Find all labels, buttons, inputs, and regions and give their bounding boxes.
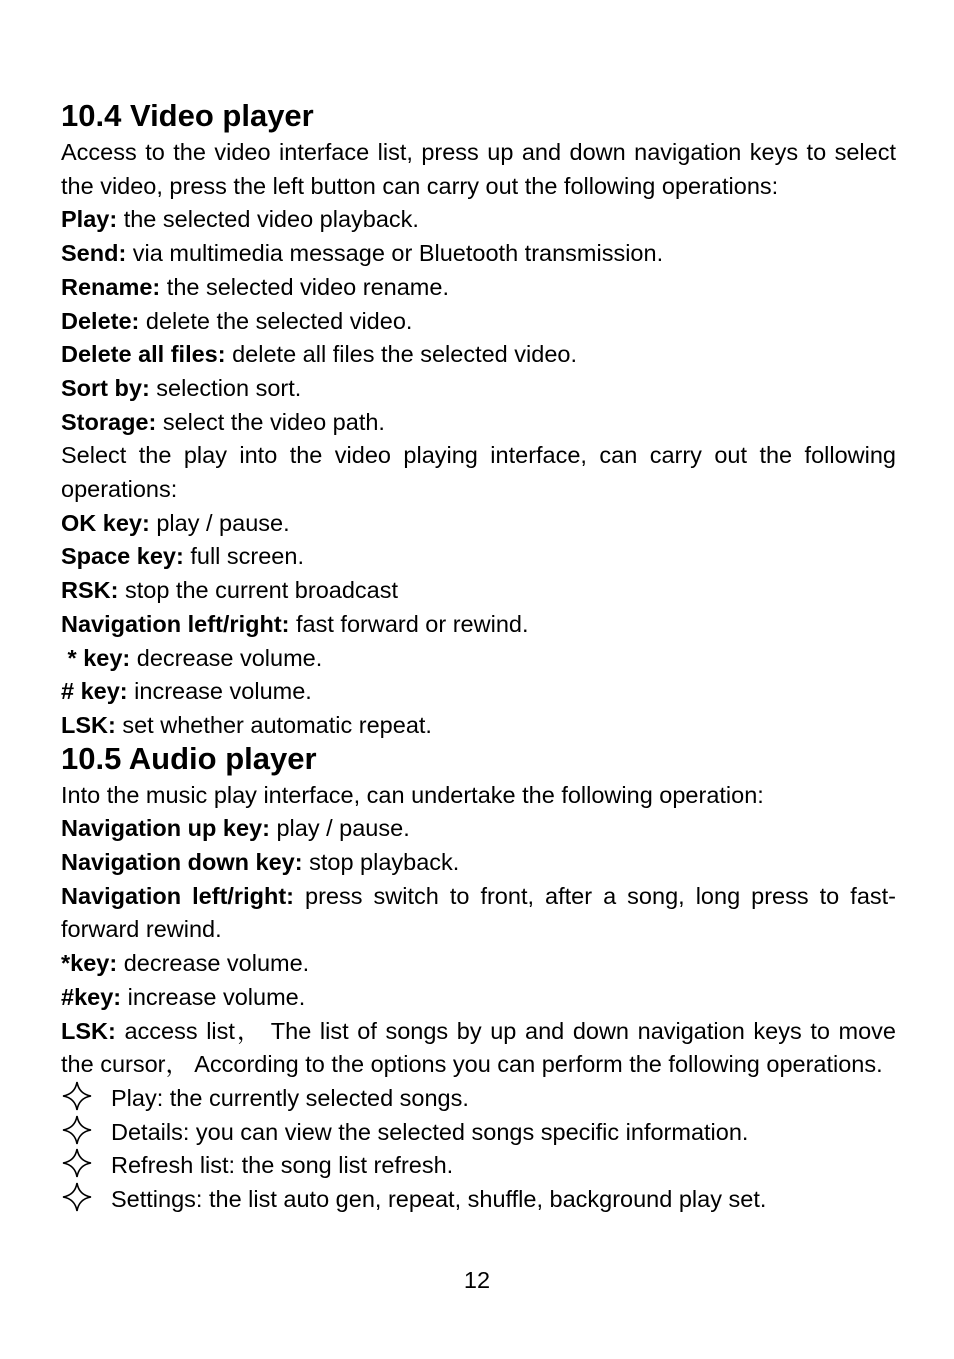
key-desc: increase volume. [127,678,312,705]
audio-key-hash [61,981,896,1015]
bullet-item-play [61,1082,896,1116]
audio-intro-paragraph: Into the music play interface, can undertake the following operation: [61,781,764,808]
key-term: * key: [61,644,131,671]
audio-key-star [61,947,896,981]
key-term: *key: [61,950,118,977]
audio-key-nav-left-right [61,880,896,947]
key-term: Navigation up key: [61,815,270,842]
key-desc: stop the current broadcast [118,577,398,604]
video-item-delete [61,305,896,339]
key-desc: full screen. [183,543,304,570]
key-desc: decrease volume. [130,644,323,671]
item-term: Storage: [61,408,157,435]
key-desc: play / pause. [149,509,290,536]
video-key-star [61,642,896,676]
key-term: RSK: [61,577,119,604]
section-heading-audio-player: 10.5 Audio player [61,740,317,776]
item-term: Delete: [61,307,140,334]
key-term: # key: [61,678,128,705]
video-intro-paragraph: Access to the video interface list, press up and down navigation keys to select the video, press the left button can carry out the following operations: [61,139,896,199]
item-term: Send: [61,240,127,267]
video-item-play [61,203,896,237]
bullet-item-details [61,1116,896,1150]
video-item-sort-by [61,372,896,406]
key-term: LSK: [61,711,116,738]
audio-key-nav-down [61,846,896,880]
key-desc: set whether automatic repeat. [115,711,432,738]
section-heading-video-player: 10.4 Video player [61,98,314,133]
video-key-hash [61,675,896,709]
video-key-space [61,540,896,574]
bullet-text: Settings: the list auto gen, repeat, shuffle, background play set. [111,1186,767,1213]
key-desc: press switch to front, after a song, long press to fast-forward rewind. [61,882,896,943]
video-item-storage [61,406,896,440]
item-term: Sort by: [61,374,150,401]
page-number: 12 [463,1267,491,1293]
item-desc: via multimedia message or Bluetooth transmission. [126,240,664,267]
key-term: OK key: [61,509,150,536]
bullet-text: Details: you can view the selected songs specific information. [111,1118,749,1145]
video-item-rename [61,271,896,305]
key-term: Space key: [61,543,184,570]
key-desc: increase volume. [121,983,306,1010]
key-term: Navigation left/right: [61,882,294,909]
item-desc: delete the selected video. [139,307,413,334]
bullet-item-refresh-list [61,1149,896,1183]
item-term: Delete all files: [61,341,226,368]
four-point-star-icon [61,1147,93,1179]
item-term: Play: [61,206,118,233]
bullet-text: Play: the currently selected songs. [111,1084,469,1111]
item-desc: the selected video rename. [160,273,449,300]
key-desc: stop playback. [302,849,460,876]
bullet-item-settings [61,1183,896,1217]
four-point-star-icon [61,1181,93,1213]
video-playing-intro-paragraph: Select the play into the video playing interface, can carry out the following operations: [61,442,896,503]
key-desc: access list， The list of songs by up and down navigation keys to move the cursor， According to the options you can perform the following operations. [61,1017,896,1078]
video-key-nav-left-right [61,608,896,642]
bullet-text: Refresh list: the song list refresh. [111,1152,454,1179]
key-desc: play / pause. [269,815,410,842]
four-point-star-icon [61,1080,93,1112]
key-term: LSK: [61,1017,116,1044]
item-desc: delete all files the selected video. [225,341,577,368]
item-desc: the selected video playback. [117,206,419,233]
key-term: Navigation down key: [61,849,303,876]
key-term: #key: [61,983,122,1010]
item-desc: selection sort. [149,374,302,401]
item-desc: select the video path. [156,408,385,435]
video-key-ok [61,507,896,541]
video-key-rsk [61,574,896,608]
audio-key-nav-up [61,812,896,846]
key-desc: decrease volume. [117,950,310,977]
item-term: Rename: [61,273,161,300]
four-point-star-icon [61,1114,93,1146]
video-key-lsk [61,709,896,743]
video-item-delete-all [61,338,896,372]
video-item-send [61,237,896,271]
document-page [61,96,896,1217]
audio-key-lsk [61,1015,896,1082]
key-term: Navigation left/right: [61,610,290,637]
key-desc: fast forward or rewind. [289,610,529,637]
